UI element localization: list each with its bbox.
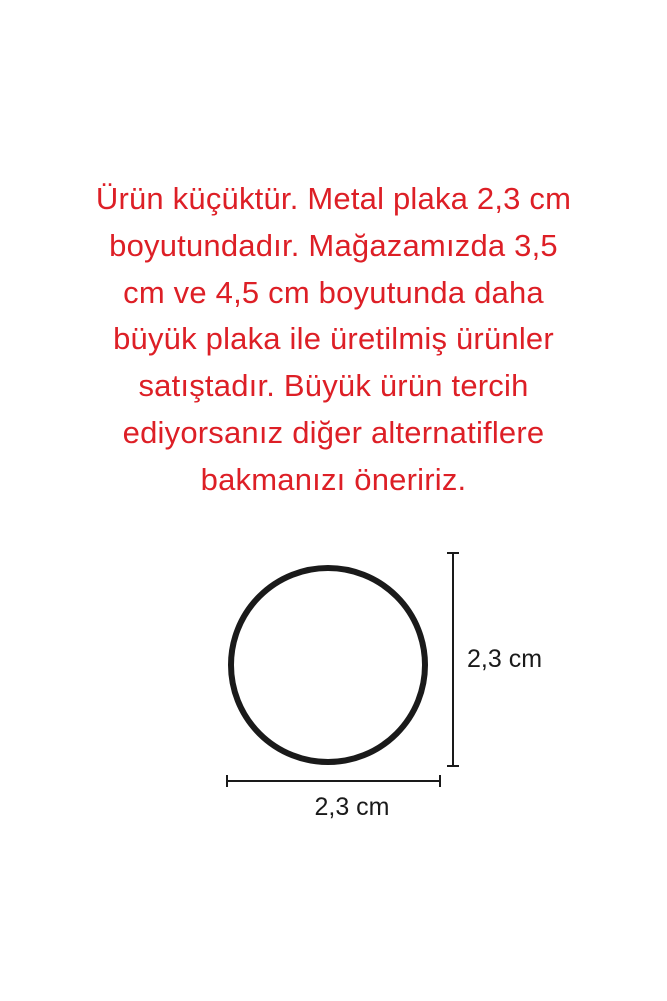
height-dimension-label: 2,3 cm bbox=[467, 645, 543, 673]
width-dimension-label: 2,3 cm bbox=[314, 793, 390, 821]
size-notice-text bbox=[0, 176, 667, 504]
notice-line: ediyorsanız diğer alternatiflere bbox=[122, 414, 545, 450]
notice-line: cm ve 4,5 cm boyutunda daha bbox=[123, 274, 544, 310]
notice-line: satıştadır. Büyük ürün tercih bbox=[138, 368, 529, 404]
notice-line: bakmanızı öneririz. bbox=[200, 461, 467, 497]
dimension-diagram bbox=[0, 540, 667, 840]
notice-line: boyutundadır. Mağazamızda 3,5 bbox=[109, 227, 558, 263]
metal-plate-circle bbox=[231, 568, 425, 762]
height-dimension-line bbox=[447, 553, 459, 766]
notice-line: Ürün küçüktür. Metal plaka 2,3 cm bbox=[95, 181, 572, 216]
notice-line: büyük plaka ile üretilmiş ürünler bbox=[113, 321, 554, 357]
width-dimension-line bbox=[227, 775, 440, 787]
